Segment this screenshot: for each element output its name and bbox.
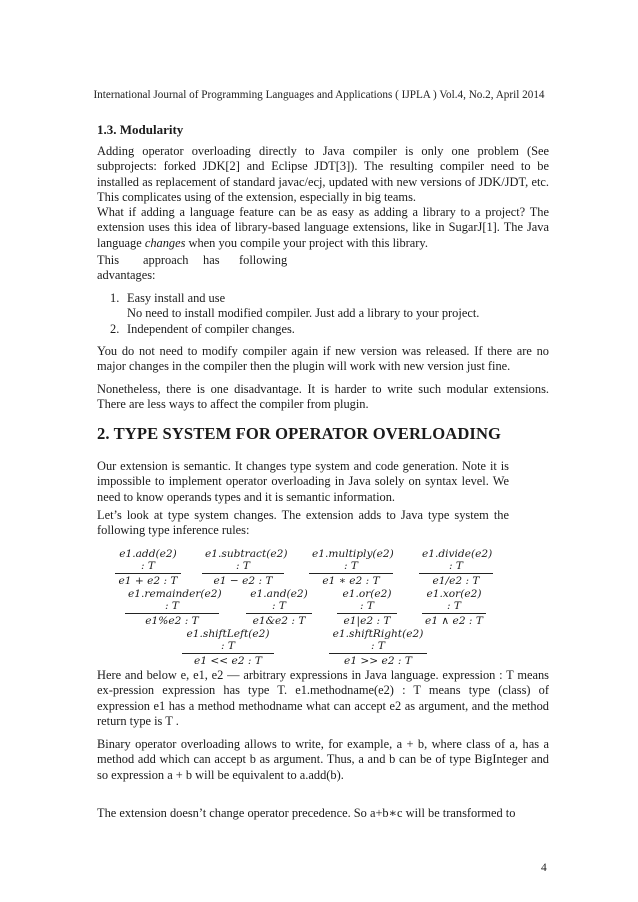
inference-rule: e1.shiftRight(e2) : T e1 >> e2 : T: [329, 628, 427, 667]
inference-rule: e1.xor(e2) : T e1 ∧ e2 : T: [422, 588, 486, 627]
emphasis-changes: changes: [144, 235, 186, 250]
paragraph-modularity-1: Adding operator overloading directly to Java compiler is only one problem (See subprojects: forked JDK[2] and Eclipse JDT[3]). The resulting compiler need to be installed as replacement of standard javac/ecj, updated with new versions of JDK/JDT, etc. This complicates using of the extension, especially in big teams.: [97, 144, 549, 205]
paragraph-type-system-5: The extension doesn’t change operator precedence. So a+b∗c will be transformed to: [97, 806, 516, 820]
paragraph-type-system-3: Here and below e, e1, e2 — arbitrary expressions in Java language. expression : T means ex-pression expression has type T. e1.methodname(e2) : T means type (class) of expression e1 has a method methodname what can accept e2 as argument, and the method return type is T .: [97, 668, 549, 729]
section-heading-modularity: 1.3. Modularity: [97, 122, 184, 137]
inference-rule: e1.multiply(e2) : T e1 ∗ e2 : T: [309, 548, 393, 587]
paragraph-modularity-4: Nonetheless, there is one disadvantage. It is harder to write such modular extensions. There are less ways to affect the compiler from plugin.: [97, 382, 549, 412]
section-heading-type-system: 2. TYPE SYSTEM FOR OPERATOR OVERLOADING: [97, 424, 502, 443]
list-item: 1. Easy install and use No need to install modified compiler. Just add a library to your project.: [110, 291, 480, 321]
paragraph-modularity-2: What if adding a language feature can be as easy as adding a library to a project? The extension uses this idea of library-based language extensions, like in SugarJ[1]. The Java language changes when you compile your project with this library.: [97, 205, 549, 250]
page-number: 4: [541, 862, 547, 874]
inference-rule: e1.subtract(e2) : T e1 − e2 : T: [202, 548, 284, 587]
inference-rule: e1.remainder(e2) : T e1%e2 : T: [125, 588, 219, 627]
list-item: 2. Independent of compiler changes.: [110, 321, 295, 336]
type-inference-rules: [0, 545, 638, 667]
inference-rule: e1.shiftLeft(e2) : T e1 << e2 : T: [182, 628, 274, 667]
advantages-list: [110, 291, 550, 337]
inference-rule: e1.divide(e2) : T e1/e2 : T: [419, 548, 493, 587]
inference-rule: e1.and(e2) : T e1&e2 : T: [246, 588, 312, 627]
paragraph-type-system-4: Binary operator overloading allows to write, for example, a + b, where class of a, has a method add which can accept b as argument. Thus, a and b can be of type BigInteger and so expression a + b will be equivalent to a.add(b).: [97, 737, 549, 782]
paragraph-type-system-2: Let’s look at type system changes. The extension adds to Java type system the following type inference rules:: [97, 508, 509, 538]
paragraph-modularity-3: You do not need to modify compiler again if new version was released. If there are no major changes in the compiler then the plugin will work with new version just fine.: [97, 344, 549, 374]
paper-page: International Journal of Programming Languages and Applications ( IJPLA ) Vol.4, No.2, April 2014 1.3. Modularity Adding operator overloading directly to Java compiler is only one problem (See subprojects: forked JDK[2] and Eclipse JDT[3]). The resulting compiler need to be installed as replacement of standard javac/ecj, updated with new versions of JDK/JDT, etc. This complicates using of the extension, especially in big teams. What if adding a language feature can be as easy as adding a library to a project? The extension uses this idea of library-based language extensions, like in SugarJ[1]. The Java language changes when you compile your project with this library. This approach has following advantages: 1. Easy install and use No need to install modified compiler. Just add a library to your project. 2. Independent of compiler changes. You do not need to modify compiler again if new version was released. If there are no major changes in the compiler then the plugin will work with new version just fine. Nonetheless, there is one disadvantage. It is harder to write such modular extensions. There are less ways to affect the compiler from plugin. 2. TYPE SYSTEM FOR OPERATOR OVERLOADING Our extension is semantic. It changes type system and code generation. Note it is impossible to implement operator overloading in Java solely on syntax level. We need to know operands types and it is semantic information. Let’s look at type system changes. The extension adds to Java type system the following type inference rules: e1.add(e2) : T e1 + e2 : T e1.subtract(e2) : T e1 − e2 : T e1.multiply(e2) : T e1 ∗ e2 : T e1.divide(e2) : T e1/e2 : T e1.remainder(e2) : T e1%e2 : T e1.and(e2) : T e1&e2 : T $\frac{e1.or(e2) : T}{e1|e2 : T}$ e1.xor(e2) : T e1 ∧ e2 : T e1.shiftLeft(e2) : T e1 << e2 : T e1.shiftRight(e2) : T e1 >> e2 : T Here and below e, e1, e2 — arbitrary expressions in Java language. expression : T means ex-pression expression has type T. e1.methodname(e2) : T means type (class) of expression e1 has a method methodname what can accept e2 as argument, and the method return type is T . Binary operator overloading allows to write, for example, a + b, where class of a, has a method add which can accept b as argument. Thus, a and b can be of type BigInteger and so expression a + b will be equivalent to a.add(b). The extension doesn’t change operator precedence. So a+b∗c will be transformed to 4: [0, 0, 638, 902]
running-header: International Journal of Programming Languages and Applications ( IJPLA ) Vol.4, No.2, April 2014: [93, 89, 545, 101]
inference-rule: $\frac{e1.or(e2) : T}{e1|e2 : T}$: [337, 588, 397, 627]
paragraph-type-system-1: Our extension is semantic. It changes type system and code generation. Note it is impossible to implement operator overloading in Java solely on syntax level. We need to know operands types and it is semantic information.: [97, 459, 509, 504]
inference-rule: e1.add(e2) : T e1 + e2 : T: [115, 548, 181, 587]
